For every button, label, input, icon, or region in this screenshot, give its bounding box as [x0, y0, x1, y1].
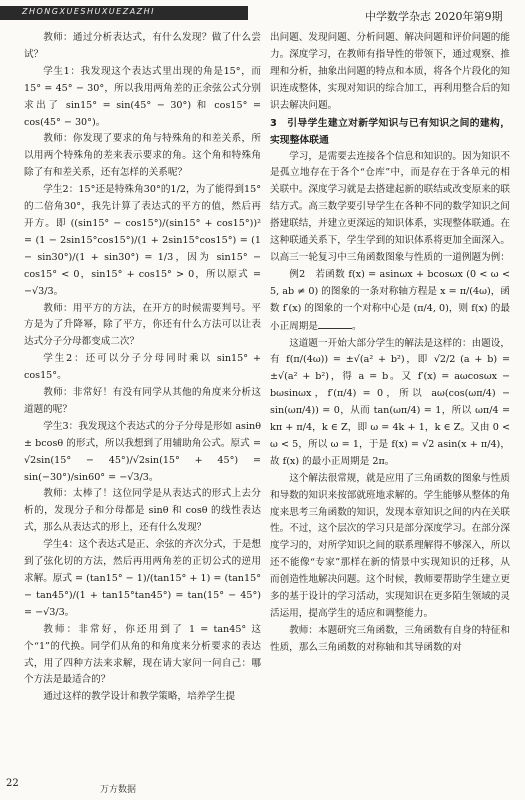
paragraph: 学生3：我发现这个表达式的分子分母是形如 asinθ ± bcosθ 的形式，所以我想到了用辅助角公式。原式 = √2sin(15° − 45°)/√2sin(15° + 45°) = sin(−30°)/sin60° = −√3/3。 — [24, 420, 261, 483]
running-header — [0, 0, 525, 26]
source-watermark: 万方数据 — [100, 785, 137, 795]
section-heading: 3 引导学生建立对新学知识与已有知识之间的建构，实现整体联通 — [270, 117, 510, 146]
paragraph: 教师：非常好！有没有同学从其他的角度来分析这道题的呢？ — [24, 387, 261, 415]
right-column — [270, 30, 510, 657]
journal-name-issue: 中学数学杂志 2020年第9期 — [365, 10, 503, 23]
paragraph: 教师：用平方的方法，在开方的时候需要判号。平方是为了升降幂，除了平方，你还有什么方法可以让表达式分子分母都变成二次？ — [24, 302, 261, 348]
page-number: 22 — [6, 778, 19, 789]
paragraph: 通过这样的教学设计和教学策略，培养学生提 — [43, 691, 236, 703]
paragraph: 教师：通过分析表达式，有什么发现？做了什么尝试？ — [24, 32, 261, 60]
answer-blank — [318, 318, 352, 329]
example-problem: 例2 若函数 f(x) = asinωx + bcosωx (0 < ω < 5, ab ≠ 0) 的图象的一条对称轴方程是 x = π/(4ω)，函数 f′(x) 的图象的一个对称中心是 (π/4, 0)，则 f(x) 的最小正周期是 。 — [270, 268, 510, 332]
paragraph: 学生2：还可以分子分母同时乘以 sin15° + cos15°。 — [24, 353, 261, 382]
left-column — [24, 30, 261, 706]
paragraph: 学生2：15°还是特殊角30°的1/2，为了能得到15°的二倍角30°，我先计算了表达式的平方的值，然后再开方。即 ((sin15° − cos15°)/(sin15° + cos15°))² = (1 − 2sin15°cos15°)/(1 + 2sin15°cos15°) = (1 − sin30°)/(1 + sin30°) = 1/3，因为 sin15° − cos15° < 0，sin15° + cos15° > 0，所以原式 = −√3/3。 — [24, 184, 261, 297]
paragraph: 学生4：这个表达式是正、余弦的齐次分式，于是想到了弦化切的方法，然后再用两角差的正切公式的逆用求解。原式 = (tan15° − 1)/(tan15° + 1) = (tan15° − tan45°)/(1 + tan15°tan45°) = tan(15° − 45°) = −√3/3。 — [24, 539, 261, 618]
journal-name-en: ZHONGXUESHUXUEZAZHI — [22, 7, 156, 16]
paragraph: 这个解法很常规，就是应用了三角函数的图象与性质和导数的知识来按部就班地求解的。学生能够从整体的角度来思考三角函数的知识，发现本章知识之间的内在关联性。不过，这个层次的学习只是部分深度学习。在部分深度学习的，对所学知识之间的联系理解得不够深入，所以还不能像“专家”那样在新的情景中实现知识的迁移，从而创造性地解决问题。这个时候，教师要帮助学生建立更多的基于设计的学习活动，实现知识在更多陌生领域的灵活运用，提高学生的适应和调整能力。 — [270, 472, 510, 619]
paragraph: 教师：非常好，你还用到了 1 = tan45° 这个“1”的代换。同学们从角的和角度来分析要求的表达式，用了四种方法来求解，现在请大家问一问自己：哪个方法是最适合的？ — [24, 623, 261, 686]
paragraph: 学生1：我发现这个表达式里出现的角是15°，而15° = 45° − 30°，所以我用两角差的正余弦公式分别求出了 sin15° = sin(45° − 30°) 和 cos15° = cos(45° − 30°)。 — [24, 65, 261, 128]
paragraph: 教师：本题研究三角函数，三角函数有自身的特征和性质，那么三角函数的对称轴和其导函数的对 — [270, 624, 510, 653]
paragraph: 教师：太棒了！这位同学是从表达式的形式上去分析的，发现分子和分母都是 sinθ 和 cosθ 的线性表达式，那么从表达式的形上，还有什么发现？ — [24, 488, 261, 534]
paragraph: 出问题、发现问题、分析问题、解决问题和评价问题的能力。深度学习，在教师有指导性的带领下，通过观察、推理和分析，抽象出问题的特点和本质，将各个片段化的知识连成整体，实现对知识的综合加工，再利用整合后的知识去解决问题。 — [270, 32, 510, 111]
paragraph: 学习，是需要去连接各个信息和知识的。因为知识不是孤立地存在于各个“仓库”中，而是存在于各单元的相关联中。深度学习就是去搭建起新的联结或改变原来的联结方式。高三数学要引导学生在各种不同的数学知识之间搭建联结，并建立更深远的知识体系，实现整体联通。在这种联通关系下，学生学到的知识体系将更加全面深入。以高三一轮复习中三角函数图象与性质的一道例题为例： — [270, 150, 510, 263]
paragraph: 教师：你发现了要求的角与特殊角的和差关系，所以用两个特殊角的差来表示要求的角。这个角和特殊角除了有和差关系，还有怎样的关系呢？ — [24, 133, 261, 179]
paragraph: 这道题一开始大部分学生的解法是这样的：由题设，有 f(π/(4ω)) = ±√(a² + b²)，即 √2/2 (a + b) = ±√(a² + b²)，得 a = b。又 f′(x) = aωcosωx − bωsinωx，f′(π/4) = 0，所以 aω(cos(ωπ/4) − sin(ωπ/4)) = 0，从而 tan(ωπ/4) = 1，所以 ωπ/4 = kπ + π/4，k ∈ Z，即 ω = 4k + 1，k ∈ Z。又由 0 < ω < 5，所以 ω = 1，于是 f(x) = √2 asin(x + π/4)，故 f(x) 的最小正周期是 2π。 — [270, 337, 510, 467]
example-text: 例2 若函数 f(x) = asinωx + bcosωx (0 < ω < 5, ab ≠ 0) 的图象的一条对称轴方程是 x = π/(4ω)，函数 f′(x) 的图象的一个对称中心是 (π/4, 0)，则 f(x) 的最小正周期是 — [270, 268, 510, 332]
